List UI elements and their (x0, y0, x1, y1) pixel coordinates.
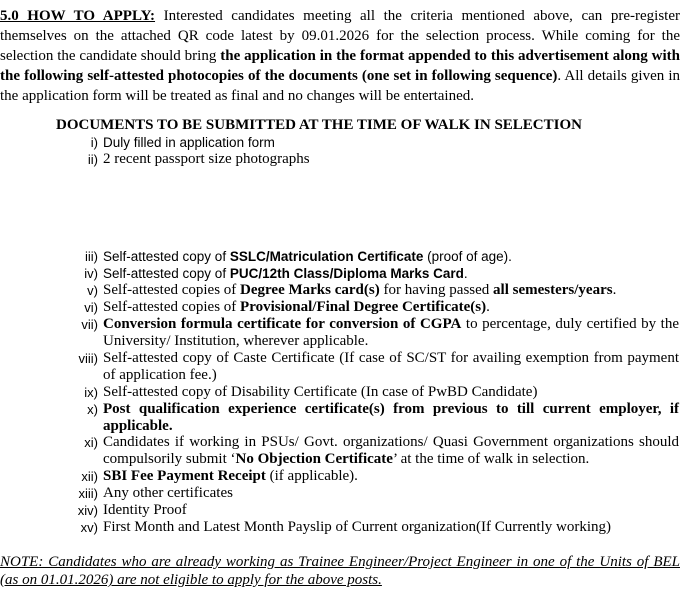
list-item-number: ii) (87, 152, 98, 167)
text-part: . (486, 299, 490, 315)
list-item-text: 2 recent passport size photographs (103, 151, 310, 167)
documents-title: DOCUMENTS TO BE SUBMITTED AT THE TIME OF WALK IN SELECTION (56, 117, 582, 133)
list-item-number: xiii) (78, 486, 98, 501)
text-part: for having passed (379, 282, 494, 298)
text-part: . (463, 266, 468, 281)
list-item-number: i) (90, 135, 98, 150)
list-item-number: v) (87, 283, 98, 298)
list-item-text: Identity Proof (103, 502, 187, 518)
list-item-text: First Month and Latest Month Payslip of Current organization(If Currently working) (103, 519, 611, 535)
text-part: ’ at the time of walk in selection. (392, 451, 590, 467)
paragraph-text-2: . All details given in the application form will be treated as final and no changes will be entertained. (0, 68, 680, 104)
list-item-number: xv) (80, 520, 98, 535)
paragraph-text-1: Interested candidates meeting all the criteria mentioned above, can pre-register themselves on the attached QR code latest by 09.01.2026 for the selection process. While coming for the selection the candidate should bring (0, 8, 680, 64)
list-item-number: vii) (81, 317, 98, 332)
eligibility-note: NOTE: Candidates who are already working as Trainee Engineer/Project Engineer in one of the Units of BEL (as on 01.01.2026) are not eligible to apply for the above posts. (0, 554, 680, 588)
list-item-text: Self-attested copy of Caste Certificate (If case of SC/ST for availing exemption from payment of application fee.) (103, 350, 679, 383)
text-bold: SSLC/Matriculation Certificate (229, 249, 424, 264)
list-item-text (103, 468, 679, 485)
list-item-number: viii) (78, 351, 98, 366)
text-bold: Conversion formula certificate for conversion of CGPA (103, 316, 462, 332)
list-item-text (103, 265, 679, 282)
text-bold: Degree Marks card(s) (240, 282, 380, 298)
text-part: (if applicable). (265, 468, 358, 484)
list-item-number: iii) (85, 249, 98, 264)
list-item-number: xi) (84, 435, 98, 450)
list-item-text: Duly filled in application form (103, 135, 275, 150)
list-item-text (103, 401, 679, 435)
text-part: Self-attested copy of (103, 266, 230, 281)
list-item-text (103, 316, 679, 350)
text-bold: Provisional/Final Degree Certificate(s) (240, 299, 487, 315)
list-item-text (103, 299, 679, 316)
text-bold: No Objection Certificate (235, 451, 393, 467)
list-item-number: vi) (84, 300, 98, 315)
list-item-text (103, 248, 679, 265)
list-item-text: Any other certificates (103, 485, 233, 501)
text-part: to percentage, duly certified by the University/ Institution, wherever applicable. (103, 316, 680, 349)
text-part: Self-attested copies of (103, 299, 241, 315)
section-heading: 5.0 HOW TO APPLY: (0, 8, 156, 24)
list-item-number: x) (87, 402, 98, 417)
list-item-number: xii) (81, 469, 98, 484)
text-bold: PUC/12th Class/Diploma Marks Card (229, 266, 464, 281)
text-bold: SBI Fee Payment Receipt (103, 468, 266, 484)
text-part: . (612, 282, 617, 298)
text-part: Self-attested copies of (103, 282, 241, 298)
text-part: Candidates if working in PSUs/ Govt. organizations/ Quasi Government organizations should compulsorily submit ‘ (103, 434, 679, 467)
text-bold: all semesters/years (493, 282, 613, 298)
paragraph-bold-1: the application in the format appended to this advertisement along with the following self-attested photocopies of the documents (one set in following sequence) (0, 48, 680, 84)
list-item-text (103, 282, 679, 299)
how-to-apply-paragraph (0, 6, 680, 106)
list-item-text: Self-attested copy of Disability Certificate (In case of PwBD Candidate) (103, 384, 538, 400)
text-part: (proof of age). (423, 249, 512, 264)
list-item-number: iv) (84, 266, 98, 281)
text-part: Self-attested copy of (103, 249, 230, 264)
list-item-text (103, 434, 679, 468)
text-bold: Post qualification experience certificate(s) from previous to till current employer, if applicable. (103, 401, 679, 434)
list-item-number: ix) (84, 385, 98, 400)
list-item-number: xiv) (77, 503, 98, 518)
